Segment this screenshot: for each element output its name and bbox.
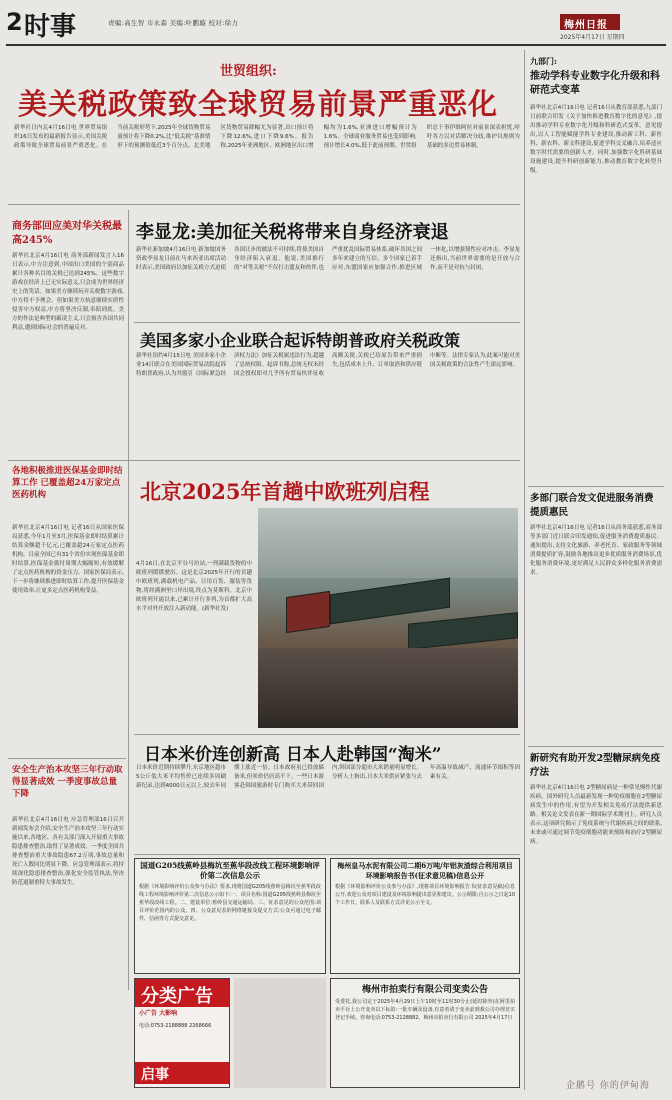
a2-body: 新华社北京4月16日电 商务部新闻发言人16日表示,中方注意到,中国出口美国的个别商品累计各种名目的关税已达到245%。这些数字游戏在经济上已无实际意义,只会成为世界经济史上的笑话。如果美方继续玩弄关税数字游戏,中方将不予理会。但如果美方执意继续实质性侵害中方权益,中方将坚决反制,奉陪到底。美方的作法是典型的霸凌主义,只会损害各国共同利益,遭到国际社会的普遍反对。: [12, 253, 124, 331]
watermark: 企鹅号 你的伊甸海: [566, 1081, 650, 1091]
a3-body: 新华社新加坡4月16日电 新加坡国务资政李显龙日前在马来西亚出席活动时表示,美国政府以加征关税方式迫使各国让步的做法不可持续,将使美国自身经济陷入衰退。他说,美国推行的“对等关税”不仅打击盟友和伙伴,也严重扰乱国际贸易体系,破坏各国之间多年来建立的互信。多个国家已着手应对,东盟国家应加强合作,推进区域一体化,以增强韧性应对冲击。李显龙还指出,当前世界需要的是开放与合作,而不是对抗与封闭。: [136, 247, 520, 271]
a5-caption: 4月16日,在北京平谷马坊站,一列满载货物的中欧班列缓缓驶出。这是北京2025年开行的首趟中欧班列,满载机电产品、日用百货、服装等货物,将经满洲里口岸出境,终点为莫斯科。北京中欧班列开通以来,已累计开行多列,为首都扩大高水平对外开放注入新动能。(新华社发): [136, 561, 252, 612]
classified-title: 分类广告: [135, 979, 229, 1007]
right-a1-headline: 推动学科专业数字化升级和科研范式变革: [530, 71, 660, 96]
right-a1-body: 新华社北京4月16日电 记者16日从教育部获悉,九部门日前联合印发《关于加快推进教育数字化的意见》,提出推动学科专业数字化升级和科研范式变革。意见提出,以人工智能赋能学科专业建设,推动新工科、新医科、新农科、新文科建设,促进学科交叉融合,培养适应数字时代需要的创新人才。同时,加强数字化科研基础设施建设,提升科研创新能力,推动教育数字化转型升级。: [530, 105, 662, 174]
a5-headline: 北京2025年首趟中欧班列启程: [140, 479, 430, 504]
divider: [528, 746, 664, 747]
divider: [8, 758, 126, 759]
a1-body: 新华社日内瓦4月16日电 世界贸易组织16日发布的最新报告显示,美国关税政策导致全球贸易前景严重恶化。在当前关税形势下,2025年全球货物贸易量预计将下降0.2%,比“低关税”基准情形下的预测值低近3个百分点。北美地区货物贸易降幅尤为显著,出口预计将下降12.6%,进口下降9.6%。报告称,2025年亚洲地区、欧洲地区出口增幅均为1.6%,亚洲进口增幅预计为1.6%。全球商业服务贸易也受到影响,预计增长4.0%,低于此前预期。世贸组织总干事伊维阿拉对前景深表担忧,呼吁各方以对话解决分歧,维护以规则为基础的多边贸易体制。: [14, 125, 520, 149]
divider: [134, 854, 520, 855]
newspaper-logo: 梅州日报: [560, 14, 620, 30]
right-column-divider: [524, 50, 525, 1090]
right-a2-body: 新华社北京4月16日电 记者16日从商务部获悉,商务部等多部门近日联合印发通知,促进服务消费提质惠民。通知提出,支持文化旅游、养老托育、家政服务等领域消费提质扩容,鼓励各地推出更多优质服务消费场景,优化服务消费环境,更好满足人民群众多样化服务消费需求。: [530, 525, 662, 576]
right-tag: 九部门:: [530, 56, 557, 66]
locomotive: [286, 591, 330, 633]
page-header: [0, 0, 672, 44]
notice-box: [330, 858, 520, 974]
right-a3-body: 新华社北京4月16日电 2型糖尿病是一种常见慢性代谢疾病。国外研究人员最新发现一种免疫细胞在2型糖尿病发生中的作用,有望为开发相关免疫疗法提供新思路。相关论文发表在新一期国际学术期刊上。研究人员表示,这项研究揭示了免疫系统与代谢疾病之间的联系,未来或可通过调节免疫细胞功能来预防和治疗2型糖尿病。: [530, 785, 662, 845]
sky: [258, 508, 518, 578]
right-a3-headline: 新研究有助开发2型糖尿病免疫疗法: [530, 753, 661, 778]
a1-headline: 美关税政策致全球贸易前景严重恶化: [18, 87, 499, 121]
notice-box: [134, 858, 326, 974]
a2-headline: 商务部回应美对华关税最高245%: [12, 221, 122, 246]
divider: [8, 204, 520, 205]
classified-slogan: 小广告 大影响: [139, 1010, 178, 1017]
small-ads: [234, 978, 326, 1088]
divider: [134, 734, 520, 735]
a6-headline: 各地积极推进医保基金即时结算工作 已覆盖超24万家定点医药机构: [12, 466, 123, 500]
classified-block: [134, 978, 230, 1088]
notice1-body: 根据《环境影响评价公众参与办法》要求,现将国道G205线蕉岭县梅坑至蕉华段改线工程环境影响评价第二次信息公示如下:一、项目名称:国道G205线蕉岭县梅坑至蕉华段改线工程。二、建设单位:蕉岭县交通运输局。三、征求意见的公众范围:项目评价范围内的公众。四、公众意见表的网络链接及提交方式:公众可通过电子邮件、信函等方式提交意见。: [139, 884, 321, 922]
section-title: 时事: [24, 12, 77, 42]
classified-notice: 启事: [135, 1062, 229, 1084]
divider: [528, 486, 664, 487]
divider: [8, 460, 520, 461]
header-rule: [6, 44, 666, 46]
notice1-title: 国道G205线蕉岭县梅坑至蕉华段改线工程环境影响评价第二次信息公示: [140, 861, 320, 880]
right-a2-headline: 多部门联合发文促进服务消费提质惠民: [530, 493, 654, 518]
a7-headline: 安全生产治本攻坚三年行动取得显著成效 一季度事故总量下降: [12, 765, 123, 799]
classified-phone: 电话:0753-2188888 2268666: [139, 1023, 212, 1029]
issue-date: 2025年4月17日 星期四: [560, 34, 625, 41]
rail-yard: [258, 648, 518, 728]
train-photo: [258, 508, 518, 728]
editor-credits: 责编:高生智 市永森 美编:叶鹏璇 校对:徐力: [108, 19, 239, 27]
a6-body: 新华社北京4月16日电 记者16日从国家医保局获悉,今年1月至3月,医保基金即时结算累计结算金额超千亿元,已覆盖超24万家定点医药机构。目前全国已有31个省份实现医保基金即时结算,医保基金拨付周期大幅缩短,有效缓解了定点医药机构的资金压力。国家医保局表示,下一步将继续推进即时结算工作,提升医保基金使用效率,让更多定点医药机构受益。: [12, 525, 124, 594]
freight-cars: [408, 612, 518, 650]
a4-body: 新华社纽约4月15日电 美国多家小企业14日联合在美国国际贸易法院起诉特朗普政府,认为其援引《国际紧急经济权力法》加征关税属违法行为,超越了总统权限。起诉书称,总统无权未经国会授权即对几乎所有贸易伙伴征收高额关税,关税已给原告带来严重损失,包括成本上升、订单取消和供应链中断等。法律专家认为,此案可能对美国关税政策的合法性产生深远影响。: [136, 353, 520, 377]
page-number: 2: [6, 8, 23, 36]
a7-body: 新华社北京4月16日电 应急管理部16日召开新闻发布会介绍,安全生产治本攻坚三年行动实施以来,各地区、各有关部门深入开展重大事故隐患排查整治,取得了显著成效。一季度全国共排查整治重大事故隐患67.2万项,事故总量和死亡人数同比明显下降。应急管理部表示,将持续深化隐患排查整治,强化安全监管执法,坚决防范遏制重特大事故发生。: [12, 817, 124, 886]
a8-body: 日本米价近期持续攀升,东京地区超市5公斤装大米平均售价已连续多周刷新纪录,达到4000日元以上,较去年同期上涨近一倍。日本政府虽已投放储备米,但米价仍居高不下。一些日本游客赴韩国旅游时专门购买大米带回国内,韩国部分超市大米销量明显增长。分析人士指出,日本大米供应紧张与去年高温导致减产、流通环节囤积等因素有关。: [136, 765, 520, 789]
notice3-body: 受委托,我公司定于2025年4月29日上午10时至11时30分止(延时除外)在阿里拍卖平台上公开变卖以下标的:一批车辆及设备,有意者请于变卖前到我公司办理竞买登记手续。咨询电话:0753-2128882。梅州市拍卖行有限公司 2025年4月17日: [335, 999, 515, 1021]
freight-cars: [330, 578, 450, 625]
a1-kicker: 世贸组织:: [220, 64, 277, 79]
a4-headline: 美国多家小企业联合起诉特朗普政府关税政策: [140, 331, 461, 350]
notice3-title: 梅州市拍卖行有限公司变卖公告: [361, 985, 488, 995]
notice2-body: 根据《环境影响评价公众参与办法》,现将项目环境影响报告书(征求意见稿)信息公开,欢迎公众对项目建设及环境影响提出意见和建议。公示期限:自公示之日起10个工作日。联系人及联系方式详见公示全文。: [335, 884, 515, 906]
column-divider: [128, 210, 129, 990]
divider: [134, 322, 520, 323]
a8-headline: 日本米价连创新高 日本人赴韩国“淘米”: [144, 745, 442, 765]
a3-headline: 李显龙:美加征关税将带来自身经济衰退: [136, 222, 449, 243]
notice2-title: 梅州皇马水泥有限公司二期6万吨/年铝灰渣综合利用项目环境影响报告书(征求意见稿)信息公开: [337, 861, 513, 880]
notice-box: [330, 978, 520, 1088]
